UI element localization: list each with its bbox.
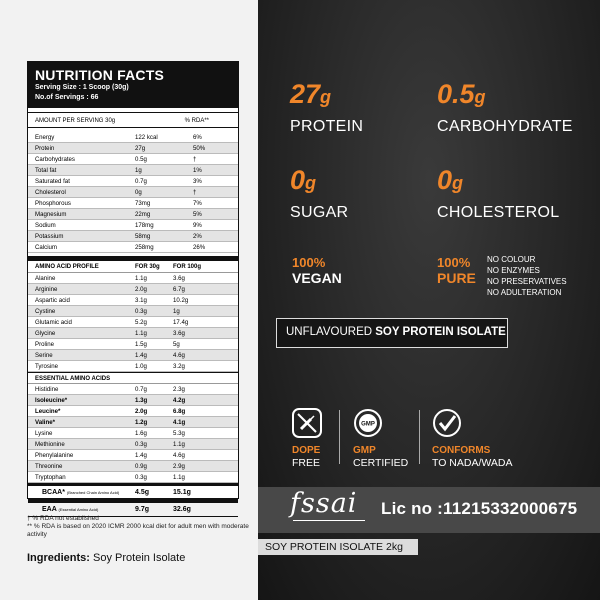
bcaa-label: BCAA* — [42, 489, 65, 496]
pack-size-label: SOY PROTEIN ISOLATE 2kg — [258, 539, 418, 555]
nutrient-table — [28, 132, 238, 253]
no-adulteration: NO ADULTERATION — [487, 288, 562, 297]
amino-acid-header — [28, 261, 238, 273]
sugar-label: SUGAR — [290, 204, 349, 221]
essential-amino-acids-label: ESSENTIAL AMINO ACIDS — [35, 376, 111, 382]
table-cell: Histidine — [35, 386, 59, 393]
table-cell: 27g — [135, 145, 146, 152]
nutrition-facts-label — [27, 61, 239, 513]
table-cell: Potassium — [35, 233, 64, 240]
table-row — [28, 461, 238, 472]
divider — [339, 410, 340, 464]
table-cell: 178mg — [135, 222, 154, 229]
table-cell: 1.1g — [135, 275, 147, 282]
carb-number: 0.5 — [437, 79, 475, 109]
table-cell: 1.6g — [135, 430, 147, 437]
cholesterol-number: 0 — [437, 165, 453, 195]
pure-claim — [437, 256, 476, 286]
table-cell: 5.2g — [135, 319, 147, 326]
table-row — [28, 231, 238, 242]
footnotes — [27, 515, 252, 539]
table-cell: 1% — [193, 167, 202, 174]
table-cell: 0.3g — [135, 441, 147, 448]
table-cell: 0.7g — [135, 178, 147, 185]
table-cell: Glutamic acid — [35, 319, 72, 326]
divider — [419, 410, 420, 464]
table-cell: 4.1g — [173, 419, 186, 426]
dope-title: DOPE — [292, 445, 321, 456]
table-row — [28, 273, 238, 284]
table-cell: 3.6g — [173, 275, 185, 282]
table-cell: 1.5g — [135, 341, 147, 348]
syringe-crossed-icon — [292, 408, 322, 438]
table-row — [28, 242, 238, 253]
table-cell: † — [193, 189, 197, 196]
protein-label: PROTEIN — [290, 118, 364, 135]
pure-label: PURE — [437, 270, 476, 286]
table-cell: Calcium — [35, 244, 58, 251]
no-enzymes: NO ENZYMES — [487, 266, 540, 275]
sugar-number: 0 — [290, 165, 306, 195]
gmp-sub: CERTIFIED — [353, 457, 409, 469]
servings-count: No.of Servings : 66 — [35, 94, 99, 101]
table-cell: 5g — [173, 341, 180, 348]
table-cell: Total fat — [35, 167, 57, 174]
table-cell: 1.1g — [173, 441, 185, 448]
table-row — [28, 143, 238, 154]
eaa-30g: 9.7g — [135, 506, 150, 513]
table-cell: Isoleucine* — [35, 397, 68, 404]
sugar-unit: g — [305, 173, 317, 193]
essential-amino-acid-header — [28, 372, 238, 384]
bcaa-100g: 15.1g — [173, 489, 191, 496]
table-cell: 0.7g — [135, 386, 147, 393]
dope-sub: FREE — [292, 457, 321, 469]
table-cell: 2.0g — [135, 286, 147, 293]
table-cell: 4.6g — [173, 452, 185, 459]
vegan-claim — [292, 256, 342, 286]
nada-sub: TO NADA/WADA — [432, 457, 513, 469]
table-cell: 22mg — [135, 211, 151, 218]
table-cell: Proline — [35, 341, 54, 348]
table-row — [28, 384, 238, 395]
table-row — [28, 209, 238, 220]
table-row — [28, 417, 238, 428]
table-row — [28, 198, 238, 209]
table-cell: 5% — [193, 211, 202, 218]
protein-value — [290, 80, 363, 111]
table-cell: Leucine* — [35, 408, 61, 415]
table-cell: 1g — [173, 308, 180, 315]
carb-label: CARBOHYDRATE — [437, 118, 573, 135]
essential-amino-acid-table — [28, 384, 238, 483]
table-cell: 7% — [193, 200, 202, 207]
vegan-label: VEGAN — [292, 270, 342, 286]
table-cell: 10.2g — [173, 297, 189, 304]
license-number: Lic no :11215332000675 — [381, 499, 578, 518]
table-row — [28, 328, 238, 339]
table-cell: 26% — [193, 244, 206, 251]
amino-acid-profile-label: AMINO ACID PROFILE — [35, 264, 99, 270]
table-cell: Protein — [35, 145, 55, 152]
table-cell: Methionine — [35, 441, 65, 448]
bcaa-name — [28, 486, 128, 499]
cholesterol-label: CHOLESTEROL — [437, 204, 560, 221]
no-colour: NO COLOUR — [487, 255, 536, 264]
table-cell: 1.1g — [173, 474, 185, 481]
table-cell: Tyrosine — [35, 363, 59, 370]
table-row — [28, 350, 238, 361]
table-row — [28, 361, 238, 372]
table-cell: Phenylalanine — [35, 452, 74, 459]
table-row — [28, 284, 238, 295]
amino-acid-table — [28, 273, 238, 372]
table-cell: Cystine — [35, 308, 56, 315]
checkmark-icon — [432, 408, 462, 438]
for-30g-label: FOR 30g — [135, 264, 160, 270]
badge-gmp-certified — [353, 408, 408, 469]
table-row — [28, 317, 238, 328]
carb-unit: g — [474, 87, 486, 107]
table-cell: Saturated fat — [35, 178, 70, 185]
stat-sugar — [290, 166, 348, 222]
serving-size: Serving Size : 1 Scoop (30g) — [35, 84, 129, 91]
ingredients-value: Soy Protein Isolate — [93, 552, 186, 564]
table-row — [28, 187, 238, 198]
footnote-rda-basis: ** % RDA is based on 2020 ICMR 2000 kcal diet for adult men with moderate activity — [27, 523, 249, 538]
table-cell: 5.3g — [173, 430, 185, 437]
purity-list — [487, 254, 567, 298]
table-cell: 9% — [193, 222, 202, 229]
table-row — [28, 428, 238, 439]
eaa-100g: 32.6g — [173, 506, 191, 513]
table-cell: 50% — [193, 145, 206, 152]
table-cell: Magnesium — [35, 211, 67, 218]
badge-nada-wada — [432, 408, 513, 469]
stat-cholesterol — [437, 166, 559, 222]
table-cell: Arginine — [35, 286, 58, 293]
nada-title: CONFORMS — [432, 445, 491, 456]
table-cell: † — [193, 156, 197, 163]
table-row — [28, 176, 238, 187]
bcaa-30g: 4.5g — [135, 489, 150, 496]
ingredients — [27, 552, 185, 564]
product-type-name: SOY PROTEIN ISOLATE — [375, 326, 506, 338]
table-cell: 4.6g — [173, 352, 185, 359]
product-type-prefix: UNFLAVOURED — [286, 326, 376, 338]
table-cell: Energy — [35, 134, 55, 141]
table-row — [28, 406, 238, 417]
table-cell: 6% — [193, 134, 202, 141]
vegan-percent: 100% — [292, 255, 326, 270]
table-cell: 258mg — [135, 244, 154, 251]
cholesterol-unit: g — [452, 173, 464, 193]
table-row — [28, 472, 238, 483]
table-cell: 3.2g — [173, 363, 185, 370]
table-row — [28, 220, 238, 231]
cholesterol-value — [437, 166, 559, 197]
stat-carbohydrate — [437, 80, 573, 136]
table-cell: 58mg — [135, 233, 151, 240]
gmp-seal-text: GMP — [361, 421, 375, 428]
nutrition-header — [28, 62, 238, 108]
table-cell: Valine* — [35, 419, 55, 426]
stat-protein — [290, 80, 363, 136]
table-cell: 17.4g — [173, 319, 189, 326]
table-cell: Sodium — [35, 222, 56, 229]
fssai-logo: fssai — [290, 488, 358, 519]
table-cell: Carbohydrates — [35, 156, 75, 163]
table-cell: 0.3g — [135, 308, 147, 315]
table-row — [28, 295, 238, 306]
table-cell: 3.1g — [135, 297, 147, 304]
table-row — [28, 395, 238, 406]
table-row — [28, 339, 238, 350]
footnote-rda-not-established: † % RDA not established — [27, 515, 99, 522]
table-cell: Serine — [35, 352, 53, 359]
table-cell: 0.9g — [135, 463, 147, 470]
gmp-title: GMP — [353, 445, 376, 456]
table-cell: 6.8g — [173, 408, 186, 415]
table-row — [28, 165, 238, 176]
rda-label: % RDA** — [184, 118, 209, 124]
table-cell: 0g — [135, 189, 142, 196]
table-cell: 1.3g — [135, 397, 148, 404]
table-cell: Tryptophan — [35, 474, 66, 481]
no-preservatives: NO PRESERVATIVES — [487, 277, 567, 286]
table-row — [28, 132, 238, 143]
table-cell: 1.2g — [135, 419, 148, 426]
eaa-note: (Essential Amino Acid) — [58, 507, 99, 512]
table-cell: Lysine — [35, 430, 53, 437]
badge-dope-free — [292, 408, 322, 469]
table-cell: 1g — [135, 167, 142, 174]
gmp-seal-icon — [353, 408, 383, 438]
table-cell: 1.4g — [135, 352, 147, 359]
table-cell: Alanine — [35, 275, 56, 282]
table-row — [28, 439, 238, 450]
ingredients-label: Ingredients: — [27, 552, 90, 564]
table-cell: Cholesterol — [35, 189, 66, 196]
table-cell: 4.2g — [173, 397, 186, 404]
table-row — [28, 450, 238, 461]
table-cell: 0.5g — [135, 156, 147, 163]
table-cell: 3.6g — [173, 330, 185, 337]
product-type-box — [276, 318, 508, 348]
table-cell: 73mg — [135, 200, 151, 207]
fssai-underline — [293, 520, 365, 521]
table-cell: 0.3g — [135, 474, 147, 481]
amount-per-serving-header — [28, 112, 238, 128]
table-cell: Aspartic acid — [35, 297, 70, 304]
table-cell: 1.1g — [135, 330, 147, 337]
for-100g-label: FOR 100g — [173, 264, 202, 270]
table-cell: Phosphorous — [35, 200, 71, 207]
eaa-label: EAA — [42, 506, 57, 513]
bcaa-row — [28, 486, 238, 500]
sugar-value — [290, 166, 348, 197]
table-cell: 1.0g — [135, 363, 147, 370]
bcaa-note: (Branched Chain Amino Acid) — [66, 490, 120, 495]
table-cell: 3% — [193, 178, 202, 185]
table-row — [28, 154, 238, 165]
table-cell: 6.7g — [173, 286, 185, 293]
table-cell: Threonine — [35, 463, 63, 470]
protein-number: 27 — [290, 79, 321, 109]
pure-percent: 100% — [437, 255, 471, 270]
nutrition-title: NUTRITION FACTS — [35, 67, 164, 83]
table-cell: 122 kcal — [135, 134, 158, 141]
table-row — [28, 306, 238, 317]
table-cell: 2% — [193, 233, 202, 240]
table-cell: 1.4g — [135, 452, 147, 459]
table-cell: 2.0g — [135, 408, 148, 415]
carb-value — [437, 80, 573, 111]
amount-per-serving-label: AMOUNT PER SERVING 30g — [35, 118, 116, 124]
protein-unit: g — [320, 87, 332, 107]
table-cell: Glycine — [35, 330, 56, 337]
table-cell: 2.3g — [173, 386, 185, 393]
table-cell: 2.9g — [173, 463, 185, 470]
